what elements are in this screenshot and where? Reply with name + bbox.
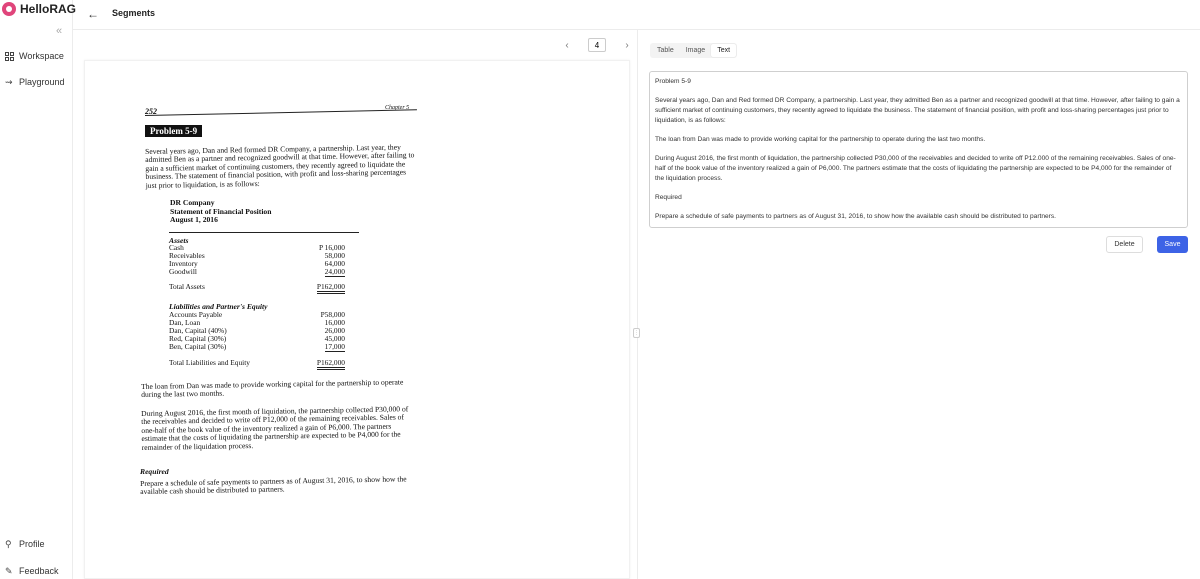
table-row	[169, 268, 345, 277]
panel-divider	[637, 30, 638, 579]
sidebar-item-label: Workspace	[19, 51, 64, 61]
segment-text-line: Required	[655, 194, 682, 201]
tab-image[interactable]: Image	[685, 47, 706, 54]
sidebar	[0, 0, 77, 579]
sidebar-item-label: Profile	[19, 539, 45, 549]
doc-statement-date: August 1, 2016	[170, 215, 218, 225]
doc-statement-name: Statement of Financial Position	[170, 206, 272, 216]
sidebar-item-feedback[interactable]	[5, 566, 59, 576]
sidebar-item-label: Feedback	[19, 566, 59, 576]
segment-text-editor[interactable]	[649, 71, 1188, 228]
drag-handle-icon[interactable]: ⋮	[634, 330, 639, 336]
segment-text-line: The loan from Dan was made to provide working capital for the partnership to operate during the last two months.	[655, 136, 986, 143]
doc-august-paragraph: During August 2016, the first month of liquidation, the partnership collected P30,000 of the receivables and decided to write off P12,000 of the remaining receivables. Sales of one-half of the book value of the inventory realized a gain of P6,000. The partners estimate that the costs of liquidating the partnership are expected to be P4,000 for the remainder of the liquidation process.	[140, 404, 409, 452]
doc-chapter: Chapter 5	[385, 105, 410, 111]
row-label: Receivables	[169, 251, 205, 260]
row-value: P 16,000	[318, 243, 345, 252]
row-label: Dan, Capital (40%)	[169, 326, 227, 335]
sidebar-item-label: Playground	[19, 77, 65, 87]
sidebar-item-profile[interactable]	[5, 539, 45, 549]
prev-page-button[interactable]: ‹	[565, 39, 569, 51]
doc-header-rule	[145, 109, 417, 116]
tab-text[interactable]: Text	[711, 44, 736, 57]
row-label: Dan, Loan	[169, 318, 201, 327]
doc-required-text: Prepare a schedule of safe payments to partners as of August 31, 2016, to show how the available cash should be distributed to partners.	[139, 474, 407, 497]
logo-icon	[2, 2, 16, 16]
row-label: Red, Capital (30%)	[169, 334, 227, 343]
row-value: P162,000	[317, 359, 345, 370]
doc-statement-heading	[170, 199, 271, 225]
table-row	[169, 343, 345, 352]
doc-intro-paragraph: Several years ago, Dan and Red formed DR Company, a partnership. Last year, they admitted Ben as a partner and recognized goodwill at that time. However, after failing to gain a sufficient market of continuing customers, they recently agreed to liquidate the business. The statement of financial position, with profit and loss-sharing percentages just prior to liquidation, is as follows:	[144, 142, 415, 190]
chat-icon: ✎	[5, 565, 13, 576]
doc-problem-title: Problem 5-9	[145, 125, 202, 137]
row-label: Cash	[169, 243, 184, 252]
app-name: HelloRAG	[20, 2, 77, 16]
doc-rule	[169, 232, 359, 233]
row-label: Inventory	[169, 259, 198, 268]
tab-table[interactable]: Table	[657, 47, 674, 54]
view-tabs	[650, 43, 737, 58]
row-value: 17,000	[324, 342, 345, 351]
row-label: Ben, Capital (30%)	[169, 342, 227, 351]
row-value: 26,000	[324, 326, 345, 335]
doc-company-name: DR Company	[170, 198, 215, 207]
page-navigator	[560, 38, 634, 52]
next-page-button[interactable]: ›	[625, 39, 629, 51]
doc-assets-heading: Assets	[169, 236, 189, 245]
segment-text-line: During August 2016, the first month of liquidation, the partnership collected P30,000 of the receivables and decided to write off P12.000 of the remaining receivables. Sales of one-half of the book value of the inventory realized a gain of P6,000. The partners estimate that the costs of liquidating the partnership are expected to be P4,000 for the remainder of the liquidation process.	[655, 155, 1176, 182]
doc-loan-paragraph: The loan from Dan was made to provide working capital for the partnership to operate during the last two months.	[140, 377, 404, 400]
page-number-input[interactable]	[588, 38, 606, 52]
row-value: 16,000	[324, 318, 345, 327]
double-chevron-left-icon[interactable]: «	[56, 25, 63, 37]
row-label: Total Liabilities and Equity	[169, 358, 250, 367]
doc-liabilities-heading: Liabilities and Partner's Equity	[169, 302, 268, 311]
table-row-total	[169, 283, 345, 294]
user-icon: ⚲	[5, 538, 12, 549]
play-icon: ⇝	[5, 76, 13, 87]
segment-text-line: Prepare a schedule of safe payments to partners as of August 31, 2016, to show how the available cash should be distributed to partners.	[655, 213, 1057, 220]
header	[73, 0, 1200, 30]
row-value: 64,000	[324, 259, 345, 268]
sidebar-item-workspace[interactable]	[5, 51, 64, 61]
row-value: 24,000	[324, 267, 345, 276]
row-label: Total Assets	[169, 282, 205, 291]
doc-required-heading: Required	[140, 467, 169, 476]
row-value: P58,000	[320, 310, 345, 319]
logo[interactable]	[2, 2, 76, 16]
segment-text-line: Several years ago, Dan and Red formed DR Company, a partnership. Last year, they admitted Ben as a partner and recognized goodwill at that time. However, after failing to gain a sufficient market of continuing customers, they recently agreed to liquidate the business. The statement of financial position, with profit and loss-sharing percentages just prior to liquidation, is as follows:	[655, 97, 1180, 124]
row-label: Goodwill	[169, 267, 197, 276]
doc-page-number: 252	[145, 107, 157, 116]
page-title: Segments	[112, 8, 156, 18]
document-page	[84, 60, 630, 579]
grid-icon	[5, 52, 14, 61]
delete-button[interactable]: Delete	[1106, 236, 1143, 253]
sidebar-item-playground[interactable]	[5, 77, 65, 87]
segment-text-line: Problem 5-9	[655, 78, 691, 85]
back-arrow-icon[interactable]: ←	[87, 7, 99, 21]
table-row-total	[169, 359, 345, 370]
row-label: Accounts Payable	[169, 310, 223, 319]
row-value: 58,000	[324, 251, 345, 260]
row-value: P162,000	[317, 283, 345, 294]
row-value: 45,000	[324, 334, 345, 343]
save-button[interactable]: Save	[1157, 236, 1188, 253]
